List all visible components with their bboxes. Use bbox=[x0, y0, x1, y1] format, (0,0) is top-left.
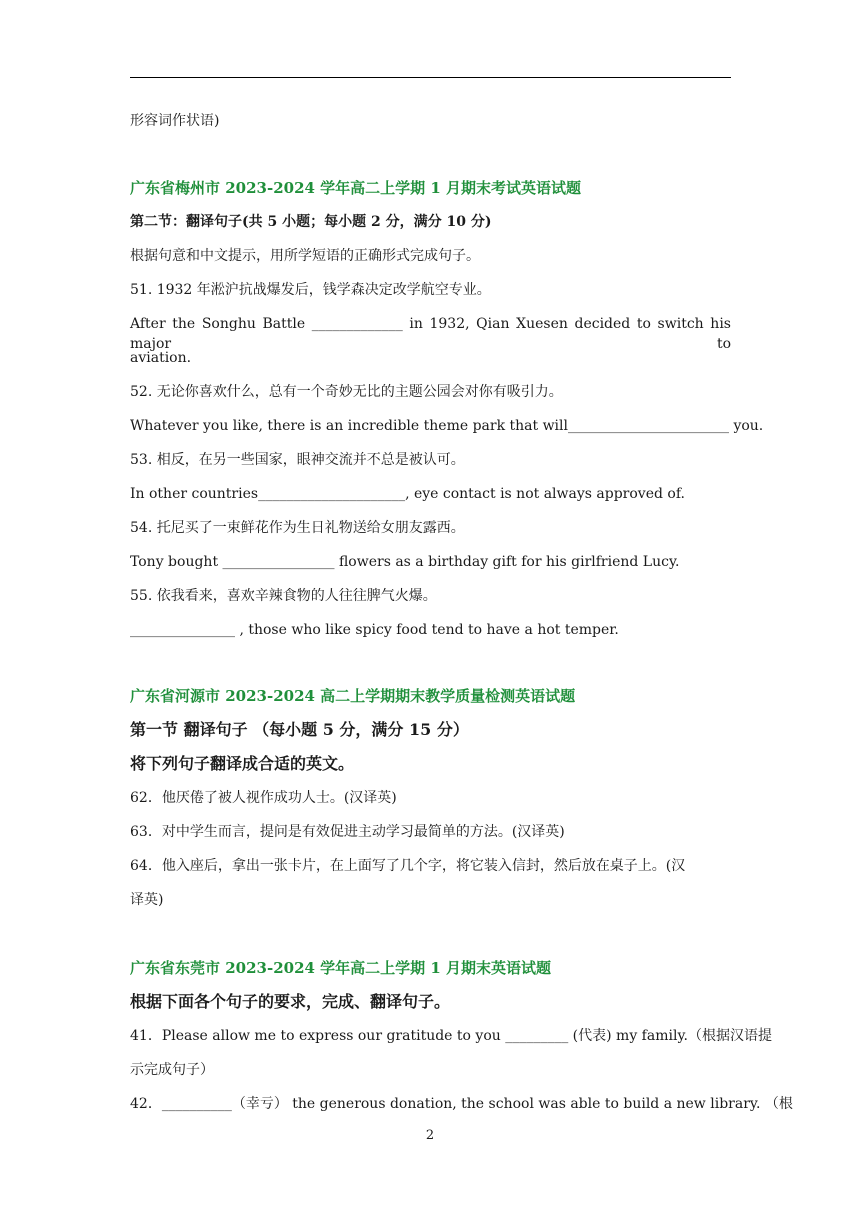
instruction: 根据句意和中文提示，用所学短语的正确形式完成句子。 bbox=[130, 248, 480, 264]
question-42: 42．__________（幸亏） the generous donation, the school was able to build a new library. （根 bbox=[130, 1096, 793, 1112]
question-41: 41．Please allow me to express our gratitude to you _________ (代表) my family.（根据汉语提 bbox=[130, 1028, 772, 1044]
question-64: 64．他入座后，拿出一张卡片，在上面写了几个字，将它装入信封，然后放在桌子上。(汉 bbox=[130, 858, 686, 874]
question-53-cn: 53. 相反，在另一些国家，眼神交流并不总是被认可。 bbox=[130, 452, 465, 468]
part-title: 第二节：翻译句子(共 5 小题；每小题 2 分，满分 10 分) bbox=[130, 214, 492, 230]
header-rule bbox=[130, 77, 731, 78]
question-54-en: Tony bought ________________ flowers as a birthday gift for his girlfriend Lucy. bbox=[130, 554, 680, 570]
part-title: 第一节 翻译句子 （每小题 5 分，满分 15 分） bbox=[130, 720, 469, 739]
question-51-en-cont: aviation. bbox=[130, 350, 192, 366]
question-51-cn: 51. 1932 年淞沪抗战爆发后，钱学森决定改学航空专业。 bbox=[130, 282, 491, 298]
question-41-cont: 示完成句子） bbox=[130, 1062, 214, 1078]
question-62: 62．他厌倦了被人视作成功人士。(汉译英) bbox=[130, 790, 397, 806]
section-heading-dongguan: 广东省东莞市 2023-2024 学年高二上学期 1 月期末英语试题 bbox=[130, 959, 552, 977]
question-55-cn: 55. 依我看来，喜欢辛辣食物的人往往脾气火爆。 bbox=[130, 588, 437, 604]
section-heading-heyuan: 广东省河源市 2023-2024 高二上学期期末教学质量检测英语试题 bbox=[130, 687, 576, 705]
question-52-cn: 52. 无论你喜欢什么，总有一个奇妙无比的主题公园会对你有吸引力。 bbox=[130, 384, 563, 400]
page-number: 2 bbox=[425, 1128, 435, 1143]
question-54-cn: 54. 托尼买了一束鲜花作为生日礼物送给女朋友露西。 bbox=[130, 520, 465, 536]
question-53-en: In other countries_____________________, eye contact is not always approved of. bbox=[130, 486, 685, 502]
question-51-en: After the Songhu Battle _____________ in 1932, Qian Xuesen decided to switch his major to bbox=[130, 316, 731, 352]
continuation-text: 形容词作状语) bbox=[130, 113, 220, 129]
question-52-en: Whatever you like, there is an incredible theme park that will_______________________ you. bbox=[130, 418, 764, 434]
instruction: 根据下面各个句子的要求，完成、翻译句子。 bbox=[130, 992, 451, 1011]
instruction: 将下列句子翻译成合适的英文。 bbox=[130, 754, 355, 773]
section-heading-meizhou: 广东省梅州市 2023-2024 学年高二上学期 1 月期末考试英语试题 bbox=[130, 179, 582, 197]
question-63: 63．对中学生而言，提问是有效促进主动学习最简单的方法。(汉译英) bbox=[130, 824, 565, 840]
question-64-cont: 译英) bbox=[130, 892, 164, 908]
question-55-en: _______________ , those who like spicy food tend to have a hot temper. bbox=[130, 622, 619, 638]
